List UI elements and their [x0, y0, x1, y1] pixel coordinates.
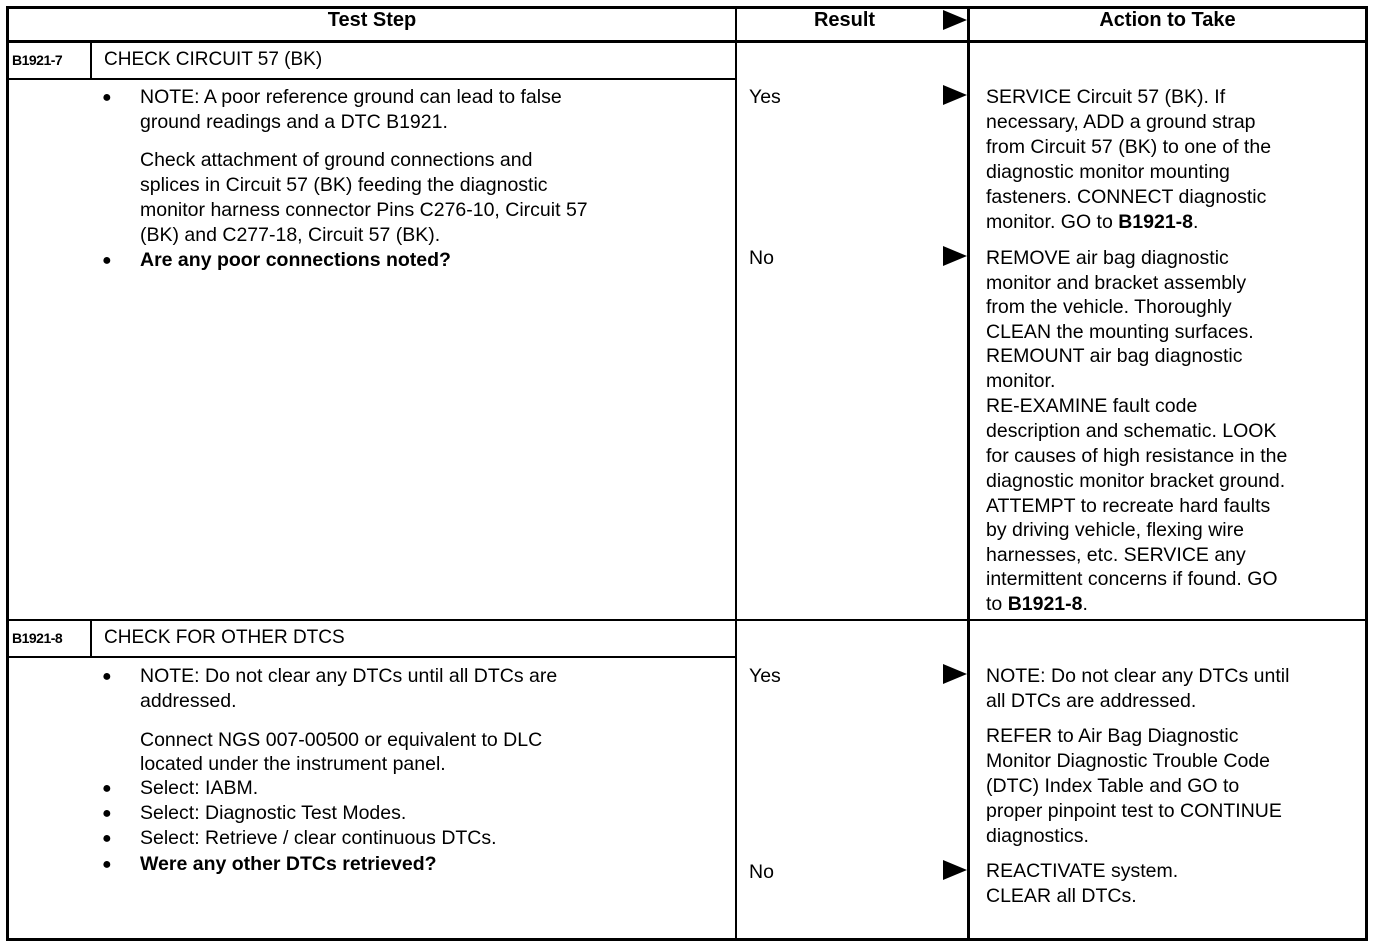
- header-arrow-icon: [943, 10, 967, 30]
- step1-action-no-line: monitor and bracket assembly: [986, 272, 1247, 294]
- step1-question: Are any poor connections noted?: [140, 249, 451, 271]
- step2-question: Were any other DTCs retrieved?: [140, 853, 437, 875]
- step1-action-no-last: [986, 592, 1088, 617]
- step1-action-no-end: .: [1082, 593, 1088, 615]
- step2-action-no-line: CLEAR all DTCs.: [986, 885, 1137, 907]
- step1-yes-arrow-icon: [943, 85, 967, 105]
- step2-yes-arrow-icon: [943, 664, 967, 684]
- step2-para-line: Connect NGS 007-00500 or equivalent to DLC: [140, 729, 543, 751]
- step2-action-yes-line: Monitor Diagnostic Trouble Code: [986, 750, 1270, 772]
- step1-no-arrow-icon: [943, 246, 967, 266]
- step2-action-yes-line: REFER to Air Bag Diagnostic: [986, 725, 1239, 747]
- bullet-icon: ●: [102, 856, 112, 873]
- header-rule: [6, 40, 1368, 43]
- step2-note-line: NOTE: Do not clear any DTCs until all DTCs are: [140, 665, 558, 687]
- step1-result-no: No: [749, 247, 774, 269]
- step2-title-rule: [6, 656, 737, 658]
- step2-code: B1921-8: [12, 630, 63, 646]
- step1-para-line: Check attachment of ground connections and: [140, 149, 533, 171]
- step1-action-no-line: intermittent concerns if found. GO: [986, 568, 1278, 590]
- col-divider-2: [967, 6, 970, 941]
- step1-para-line: (BK) and C277-18, Circuit 57 (BK).: [140, 224, 441, 246]
- step2-no-arrow-icon: [943, 860, 967, 880]
- step2-action-yes-note-line: NOTE: Do not clear any DTCs until: [986, 665, 1290, 687]
- step1-action-yes-line: SERVICE Circuit 57 (BK). If: [986, 86, 1226, 108]
- step1-action-yes-line: necessary, ADD a ground strap: [986, 111, 1256, 133]
- step2-code-divider: [90, 620, 92, 657]
- step1-action-yes-last-text: monitor. GO to: [986, 211, 1119, 233]
- step1-action-no-line: harnesses, etc. SERVICE any: [986, 544, 1246, 566]
- step2-result-yes: Yes: [749, 665, 781, 687]
- header-action: Action to Take: [1099, 9, 1236, 31]
- step1-action-no-line: CLEAN the mounting surfaces.: [986, 321, 1254, 343]
- step1-action-yes-end: .: [1193, 211, 1199, 233]
- step1-action-no-ref: B1921-8: [1007, 593, 1083, 615]
- step1-para-line: monitor harness connector Pins C276-10, Circuit 57: [140, 199, 588, 221]
- step1-action-no-last-text: to: [986, 593, 1008, 615]
- step2-action-yes-line: diagnostics.: [986, 825, 1089, 847]
- bullet-icon: ●: [102, 252, 112, 269]
- step2-bullet-line: Select: Retrieve / clear continuous DTCs.: [140, 827, 497, 849]
- step1-action-no-line: description and schematic. LOOK: [986, 420, 1277, 442]
- step1-action-yes-line: from Circuit 57 (BK) to one of the: [986, 136, 1272, 158]
- step1-action-yes-last: [986, 210, 1198, 235]
- step2-action-no-line: REACTIVATE system.: [986, 860, 1179, 882]
- step1-action-no-line: from the vehicle. Thoroughly: [986, 296, 1232, 318]
- step1-code-divider: [90, 42, 92, 79]
- step1-title: CHECK CIRCUIT 57 (BK): [104, 49, 323, 70]
- col-divider-1: [735, 6, 737, 941]
- step2-result-no: No: [749, 861, 774, 883]
- step1-para-line: splices in Circuit 57 (BK) feeding the diagnostic: [140, 174, 548, 196]
- step1-action-no-line: monitor.: [986, 370, 1056, 392]
- table-border-left: [6, 6, 9, 941]
- table-border-bottom: [6, 938, 1368, 941]
- step2-para-line: located under the instrument panel.: [140, 753, 446, 775]
- step2-bullet-line: Select: Diagnostic Test Modes.: [140, 802, 407, 824]
- step1-action-no-line: for causes of high resistance in the: [986, 445, 1288, 467]
- step1-note-line: ground readings and a DTC B1921.: [140, 111, 448, 133]
- step1-action-yes-line: fasteners. CONNECT diagnostic: [986, 186, 1267, 208]
- step2-note-line: addressed.: [140, 690, 237, 712]
- bullet-icon: ●: [102, 668, 112, 685]
- step1-title-rule: [6, 78, 737, 80]
- step2-bullet-line: Select: IABM.: [140, 777, 259, 799]
- bullet-icon: ●: [102, 830, 112, 847]
- bullet-icon: ●: [102, 805, 112, 822]
- row-divider: [6, 619, 1368, 621]
- step1-action-no-line: REMOVE air bag diagnostic: [986, 247, 1229, 269]
- table-border-right: [1365, 6, 1368, 941]
- step2-title: CHECK FOR OTHER DTCS: [104, 627, 345, 648]
- bullet-icon: ●: [102, 89, 112, 106]
- step1-action-yes-ref: B1921-8: [1118, 211, 1194, 233]
- step1-action-yes-line: diagnostic monitor mounting: [986, 161, 1230, 183]
- header-test-step: Test Step: [327, 9, 417, 31]
- step1-action-no-line: ATTEMPT to recreate hard faults: [986, 495, 1271, 517]
- bullet-icon: ●: [102, 780, 112, 797]
- step2-action-yes-line: (DTC) Index Table and GO to: [986, 775, 1240, 797]
- step1-result-yes: Yes: [749, 86, 781, 108]
- header-result: Result: [813, 9, 876, 31]
- step1-code: B1921-7: [12, 52, 63, 68]
- step2-action-yes-note-line: all DTCs are addressed.: [986, 690, 1197, 712]
- step1-action-no-line: REMOUNT air bag diagnostic: [986, 345, 1243, 367]
- step1-action-no-line: RE-EXAMINE fault code: [986, 395, 1198, 417]
- step1-action-no-line: diagnostic monitor bracket ground.: [986, 470, 1286, 492]
- step1-action-no-line: by driving vehicle, flexing wire: [986, 519, 1244, 541]
- step1-note-line: NOTE: A poor reference ground can lead to false: [140, 86, 562, 108]
- step2-action-yes-line: proper pinpoint test to CONTINUE: [986, 800, 1282, 822]
